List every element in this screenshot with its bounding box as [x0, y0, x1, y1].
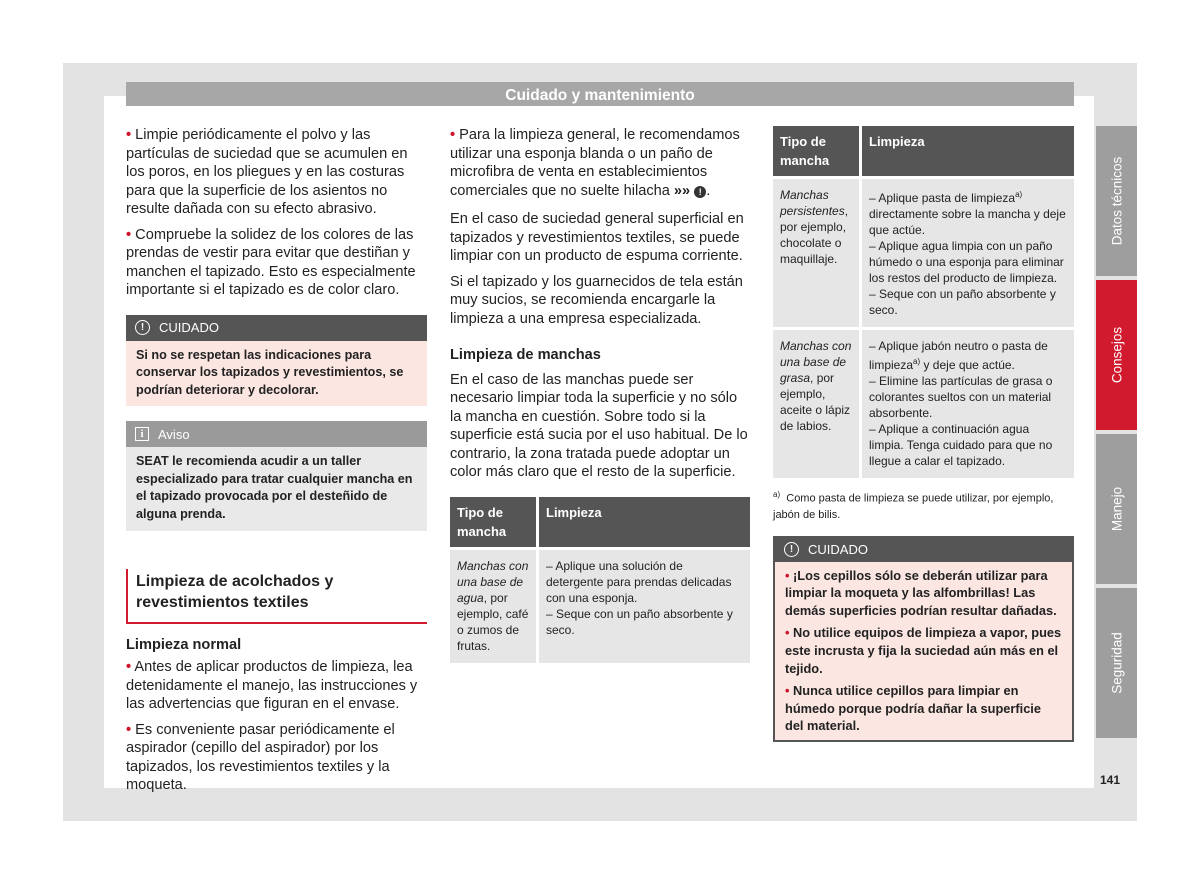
- caution-body: [775, 562, 1072, 740]
- caution-item: [785, 682, 1062, 735]
- caution-title: CUIDADO: [808, 542, 868, 558]
- footnote-ref: a): [1015, 190, 1023, 199]
- bullet-icon: •: [126, 226, 132, 243]
- caution-item-text: ¡Los cepillos sólo se deberán utilizar para limpiar la moqueta y las alfombrillas! Las demás superficies podrían resultar dañadas.: [785, 567, 1057, 618]
- caution-item-text: No utilice equipos de limpieza a vapor, pues este incrusta y fija la suciedad aún más en el tejido.: [785, 625, 1062, 676]
- warning-ref-icon: !: [694, 186, 706, 198]
- bullet-icon: •: [126, 659, 132, 676]
- bullet-text: Limpie periódicamente el polvo y las partículas de suciedad que se acumulen en los poros, en los pliegues y en las costuras para que la superficie de los asientos no resulte dañada con su efecto abrasivo.: [126, 127, 408, 217]
- caution-box: [126, 315, 427, 407]
- page-number: 141: [1099, 773, 1120, 787]
- cleaning-text: y deje que actúe. – Elimine las partículas de grasa o colorantes sueltos con un material absorbente. – Aplique a continuación agua limpia. Tenga cuidado para que no llegue a calar el tapizado.: [869, 358, 1053, 468]
- table-cell-cleaning: [861, 329, 1075, 479]
- info-icon: i: [135, 427, 149, 441]
- column-left: [126, 126, 427, 802]
- caution-title: CUIDADO: [159, 320, 219, 335]
- bullet-icon: •: [450, 127, 456, 143]
- column-middle: [450, 126, 750, 663]
- subheading: Limpieza de manchas: [450, 347, 601, 363]
- stain-type: Manchas con una base de grasa: [780, 339, 852, 385]
- table-cell-type: [450, 548, 538, 663]
- table-header-type: Tipo de mancha: [450, 497, 538, 549]
- note-text: SEAT le recomienda acudir a un taller especializado para tratar cualquier mancha en el tapizado provocada por el desteñido de alguna prenda.: [126, 447, 427, 530]
- caution-item: [785, 624, 1062, 677]
- tab-consejos[interactable]: [1096, 280, 1137, 430]
- exclamation-icon: !: [135, 320, 150, 335]
- bullet-item: [126, 721, 427, 795]
- table-cell-type: [773, 178, 861, 329]
- caution-header: [126, 315, 427, 341]
- tab-label: Manejo: [1109, 486, 1124, 532]
- tab-label: Consejos: [1109, 326, 1124, 384]
- subheading: Limpieza normal: [126, 636, 242, 653]
- footnote-ref: a): [913, 357, 921, 366]
- stain-table: [450, 497, 750, 663]
- tab-manejo[interactable]: [1096, 434, 1137, 584]
- table-cell-type: [773, 329, 861, 479]
- table-row: [450, 548, 750, 663]
- table-row: [773, 329, 1074, 479]
- bullet-icon: •: [785, 625, 790, 641]
- tab-label: Seguridad: [1109, 632, 1124, 694]
- stain-type-rest: , por ejemplo, chocolate o maquillaje.: [780, 204, 849, 266]
- paragraph: Si el tapizado y los guarnecidos de tela están muy sucios, se recomienda encargarle la limpieza a una empresa especializada.: [450, 273, 743, 327]
- caution-item: [785, 567, 1062, 620]
- tab-datos-tecnicos[interactable]: [1096, 126, 1137, 276]
- bullet-text: Para la limpieza general, le recomendamos utilizar una esponja blanda o un paño de microfibra de venta en establecimientos comerciales que no suelte hilacha: [450, 127, 740, 199]
- bullet-icon: •: [126, 127, 132, 143]
- stain-table-2: [773, 126, 1074, 478]
- bullet-item: [126, 126, 427, 219]
- table-header-cleaning: Limpieza: [538, 497, 751, 549]
- page-header: Cuidado y mantenimiento: [126, 82, 1074, 106]
- table-header-cleaning: Limpieza: [861, 126, 1075, 178]
- table-row: [773, 178, 1074, 329]
- table-header-row: [450, 497, 750, 549]
- stain-type-rest: , por ejemplo, café o zumos de frutas.: [457, 590, 529, 653]
- caution-header: [775, 538, 1072, 562]
- cleaning-text: – Aplique jabón neutro o pasta de limpieza: [869, 339, 1048, 372]
- cleaning-text: directamente sobre la mancha y deje que actúe. – Aplique agua limpia con un paño húmedo o una esponja para eliminar los restos del producto de limpieza. – Seque con un paño absorbente y seco.: [869, 207, 1066, 317]
- tab-label: Datos técnicos: [1109, 156, 1124, 246]
- paragraph: En el caso de las manchas puede ser necesario limpiar toda la superficie y no sólo la mancha en cuestión. Sobre todo si la superficie está sucia por el uso habitual. De lo contrario, la zona tratada puede adoptar un color más claro que el resto de la superficie.: [450, 371, 748, 480]
- caution-item-text: Nunca utilice cepillos para limpiar en húmedo porque podría dañar la superficie del material.: [785, 683, 1041, 734]
- table-cell-cleaning: – Aplique una solución de detergente para prendas delicadas con una esponja. – Seque con un paño absorbente y seco.: [538, 548, 751, 663]
- tab-seguridad[interactable]: [1096, 588, 1137, 738]
- note-box: [126, 421, 427, 530]
- table-header-row: [773, 126, 1074, 178]
- bullet-icon: •: [126, 721, 132, 738]
- table-header-type: Tipo de mancha: [773, 126, 861, 178]
- column-right: [773, 126, 1074, 742]
- section-title: Limpieza de acolchados y revestimientos textiles: [136, 572, 334, 611]
- footnote: [773, 487, 1074, 523]
- paragraph: En el caso de suciedad general superficial en tapizados y revestimientos textiles, se puede limpiar con un producto de espuma corriente.: [450, 211, 744, 264]
- bullet-icon: •: [785, 567, 790, 583]
- footnote-mark: a): [773, 490, 781, 499]
- footnote-text: Como pasta de limpieza se puede utilizar, por ejemplo, jabón de bilis.: [773, 492, 1054, 521]
- bullet-item: • Para la limpieza general, le recomendamos utilizar una esponja blanda o un paño de microfibra de venta en establecimientos comerciales que no suelte hilacha »» ! .: [450, 127, 740, 199]
- section-title-box: [126, 569, 427, 624]
- bullet-text: Antes de aplicar productos de limpieza, lea detenidamente el manejo, las instrucciones y las advertencias que figuran en el envase.: [126, 659, 418, 713]
- bullet-icon: •: [785, 683, 790, 699]
- bullet-text: Compruebe la solidez de los colores de las prendas de vestir para evitar que destiñan y manchen el tapizado. Esto es especialmente importante si el tapizado es de color claro.: [126, 226, 416, 298]
- reference-arrow-icon: »»: [673, 182, 691, 199]
- caution-text: Si no se respetan las indicaciones para conservar los tapizados y revestimientos, se podrían deteriorar y decolorar.: [126, 341, 427, 407]
- note-title: Aviso: [158, 426, 190, 442]
- bullet-item: [126, 658, 427, 714]
- note-header: [126, 421, 427, 447]
- bullet-text: Es conveniente pasar periódicamente el aspirador (cepillo del aspirador) por los tapizados, los revestimientos textiles y la moqueta.: [126, 721, 395, 794]
- table-cell-cleaning: [861, 178, 1075, 329]
- caution-box-2: [773, 536, 1074, 742]
- stain-type: Manchas persistentes: [780, 188, 845, 218]
- exclamation-icon: !: [784, 542, 799, 557]
- stain-type: Manchas con una base de agua: [457, 558, 529, 605]
- cleaning-text: – Aplique pasta de limpieza: [869, 191, 1016, 205]
- stain-type-rest: , por ejemplo, aceite o lápiz de labios.: [780, 371, 851, 433]
- bullet-item: [126, 226, 427, 300]
